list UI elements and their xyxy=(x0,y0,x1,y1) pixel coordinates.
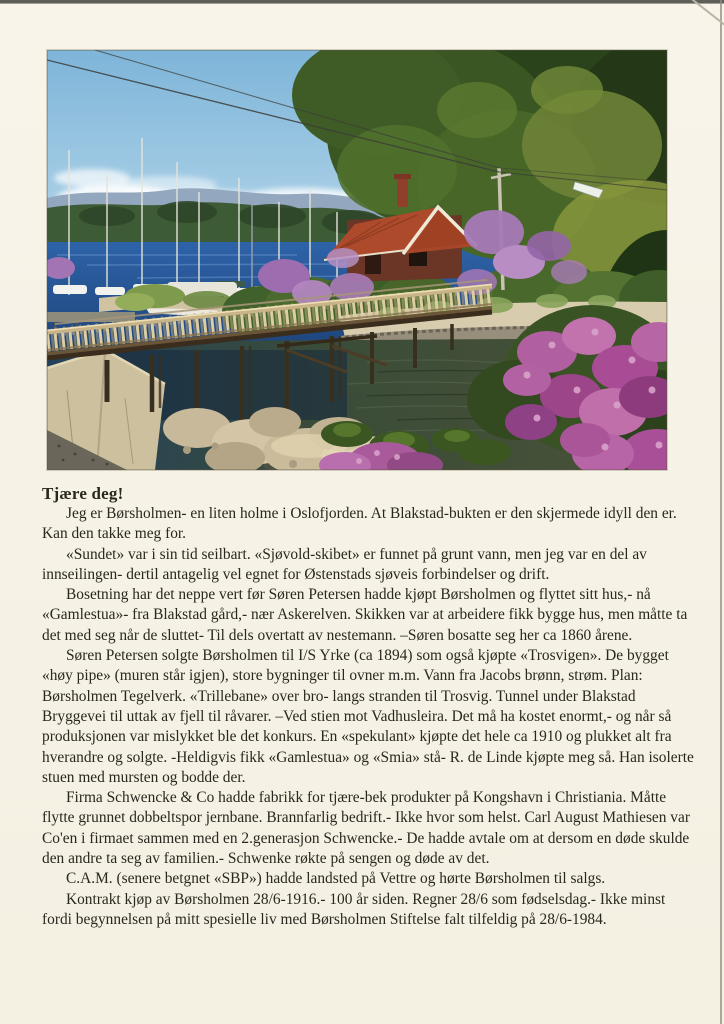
paragraph: Bosetning har det neppe vert før Søren Petersen hadde kjøpt Børsholmen og flyttet sitt hus,- nå «Gamlestua»- fra Blakstad gård,- nær Askerelven. Skikken var at arbeidere fikk bygge hus, men måtte ta det med seg når de sluttet- Til dels overtatt av nestemann. –Søren bosatte seg her ca 1860 årene. xyxy=(42,586,688,644)
chimney xyxy=(397,177,408,207)
paragraph: Jeg er Børsholmen- en liten holme i Oslofjorden. At Blakstad-bukten er den skjermede idyll den er. Kan den takke meg for. xyxy=(42,505,677,543)
scan-edge-right xyxy=(720,0,722,1024)
scan-edge-top-shadow xyxy=(0,3,724,4)
paragraph: Søren Petersen solgte Børsholmen til I/S Yrke (ca 1894) som også kjøpte «Trosvigen». De bygget «høy pipe» (muren står igjen), store bygninger til ovner m.m. Vann fra Jacobs brønn, strøm. Plan: Børsholmen Tegelverk. «Trillebane» over bro- langs stranden til Trosvig. Tunnel under Blakstad Bryggevei til uttak av fjell til råvarer. –Ved stien mot Vadhusleira. Det må ha kostet enormt,- og når så produksjonen var mislykket ble det konkurs. En «spekulant» kjøpte det hele ca 1910 og plukket alt fra hverandre og solgte. -Heldigvis fikk «Gamlestua» og «Smia» stå- R. de Linde kjøpte meg så. Han isolerte stuen med mursten og bodde der. xyxy=(42,647,694,786)
paragraph: «Sundet» var i sin tid seilbart. «Sjøvold-skibet» er funnet på grunt vann, men jeg var en del av innseilingen- dertil antagelig vel egnet for Østenstads sjøveis forbindelser og drift. xyxy=(42,545,647,583)
paragraph: Kontrakt kjøp av Børsholmen 28/6-1916.- 100 år siden. Regner 28/6 som fødselsdag.- Ikke minst fordi begynnelsen på mitt spesielle liv med Børsholmen Stiftelse falt tilfeldig på 28/6-1984. xyxy=(42,890,666,928)
paragraph: Firma Schwencke & Co hadde fabrikk for tjære-bek produkter på Kongshavn i Christiania. Måtte flytte grunnet dobbeltspor jernbane. Brannfarlig bedrift.- Ikke hvor som helst. Carl August Mathiesen var Co'en i firmaet sammen med en 2.generasjon Schwencke.- De hadde avtale om at dersom en døde skulde den andre ta seg av familien.- Schwenke røkte på sengen og døde av det. xyxy=(42,789,690,868)
paragraph: C.A.M. (senere betgnet «SBP») hadde landsted på Vettre og hørte Børsholmen til salgs. xyxy=(66,870,606,888)
heading: Tjære deg! xyxy=(42,484,124,503)
photograph xyxy=(47,50,667,470)
text-block xyxy=(42,483,696,930)
